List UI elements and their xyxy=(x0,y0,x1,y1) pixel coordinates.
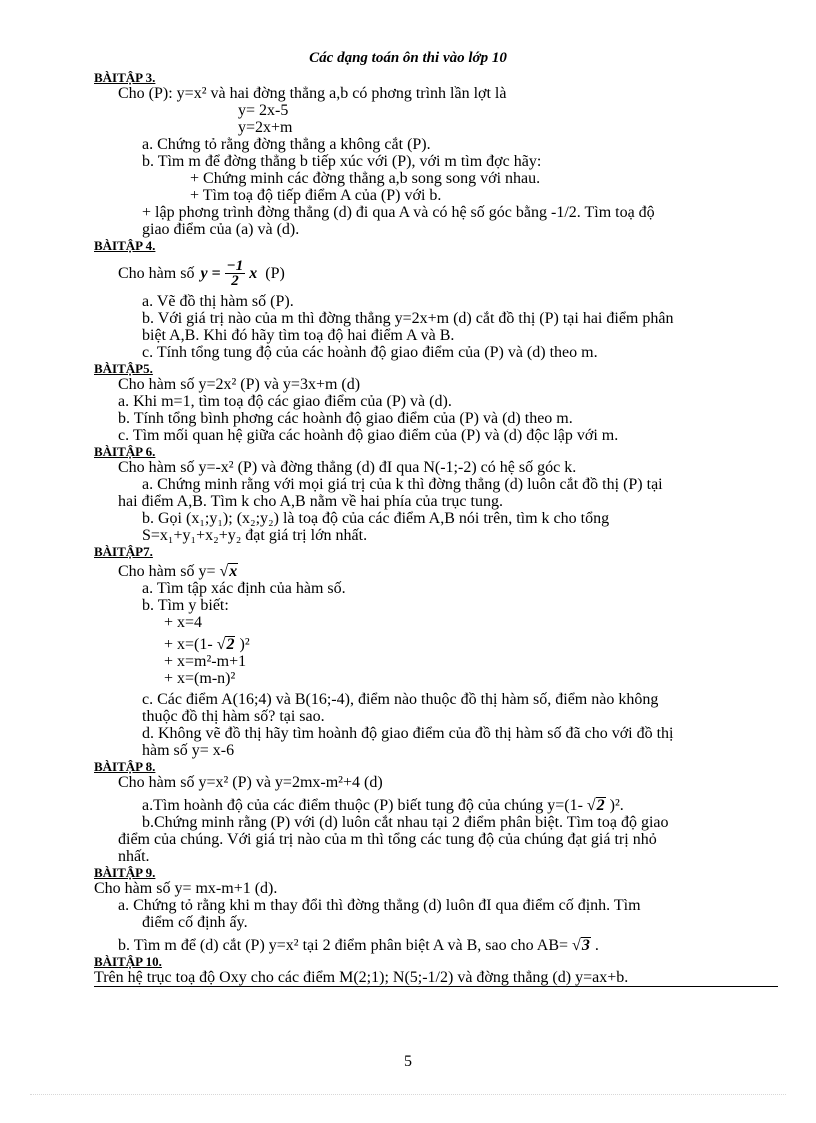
exercise-6-part-b-line1: b. Gọi (x₁;y₁); (x₂;y₂) là toạ độ của các điểm A,B nói trên, tìm k cho tổng xyxy=(142,510,610,527)
exercise-3-part-c-line1: + lập phơng trình đờng thẳng (d) đi qua A và có hệ số góc bằng -1/2. Tìm toạ độ xyxy=(142,204,655,221)
exercise-8-part-b-line2: điểm của chúng. Với giá trị nào của m thì tổng các tung độ của chúng đạt giá trị nhỏ xyxy=(118,831,657,848)
exercise-4-label: (P) xyxy=(265,264,285,282)
exercise-8-part-a-pre: a.Tìm hoành độ của các điểm thuộc (P) biết tung độ của chúng y=(1- xyxy=(142,797,583,814)
exercise-4-part-b-line2: biệt A,B. Khi đó hãy tìm toạ độ hai điểm A và B. xyxy=(142,327,455,344)
exercise-7-part-b2-pre: + x=(1- xyxy=(164,636,213,653)
exercise-4-part-a: a. Vẽ đồ thị hàm số (P). xyxy=(142,293,294,310)
exercise-4-intro xyxy=(94,253,778,293)
exercise-5-part-a: a. Khi m=1, tìm toạ độ các giao điểm của (P) và (d). xyxy=(118,393,452,410)
exercise-7-part-b1: + x=4 xyxy=(164,614,203,631)
exercise-6-intro: Cho hàm số y=-x² (P) và đờng thẳng (d) đI qua N(-1;-2) có hệ số góc k. xyxy=(118,459,577,476)
exercise-3-part-a: a. Chứng tỏ rằng đờng thẳng a không cắt (P). xyxy=(142,136,431,153)
exercise-7-part-c-line1: c. Các điểm A(16;4) và B(16;-4), điểm nào thuộc đồ thị hàm số, điểm nào không xyxy=(142,691,659,708)
exercise-4-intro-text: Cho hàm số xyxy=(118,264,195,282)
exercise-8-part-a-post: )². xyxy=(609,797,624,814)
exercise-4-title: BÀITẬP 4. xyxy=(94,238,156,253)
exercise-4-part-c: c. Tính tổng tung độ của các hoành độ giao điểm của (P) và (d) theo m. xyxy=(142,344,598,361)
exercise-7-part-d-line2: hàm số y= x-6 xyxy=(142,742,235,759)
exercise-10-title: BÀITẬP 10. xyxy=(94,954,162,969)
exercise-3-part-b1: + Chứng minh các đờng thẳng a,b song song với nhau. xyxy=(190,170,541,187)
square-root-2: √ 2 xyxy=(216,636,235,653)
exercise-9-title: BÀITẬP 9. xyxy=(94,865,156,880)
fraction-denominator: 2 xyxy=(231,272,239,289)
exercise-8-part-b-line3: nhất. xyxy=(118,848,150,865)
exercise-7-part-b2 xyxy=(94,636,778,653)
page-content xyxy=(94,70,778,987)
exercise-8-title: BÀITẬP 8. xyxy=(94,759,156,774)
square-root-x: √ x xyxy=(219,563,238,580)
exercise-5-title: BÀITẬP5. xyxy=(94,361,153,376)
exercise-8-part-b-line1: b.Chứng minh rằng (P) với (d) luôn cắt nhau tại 2 điểm phân biệt. Tìm toạ độ giao xyxy=(142,814,669,831)
exercise-6-part-a-line1: a. Chứng minh rằng với mọi giá trị của k thì đờng thẳng (d) luôn cắt đồ thị (P) tại xyxy=(142,476,663,493)
exercise-5-part-c: c. Tìm mối quan hệ giữa các hoành độ giao điểm của (P) và (d) độc lập với m. xyxy=(118,427,619,444)
exercise-10-intro: Trên hệ trục toạ độ Oxy cho các điểm M(2;1); N(5;-1/2) và đờng thẳng (d) y=ax+b. xyxy=(94,969,778,987)
exercise-8-intro: Cho hàm số y=x² (P) và y=2mx-m²+4 (d) xyxy=(118,774,383,791)
exercise-7-part-d-line1: d. Không vẽ đồ thị hãy tìm hoành độ giao điểm của đồ thị hàm số đã cho với đồ thị xyxy=(142,725,674,742)
exercise-5-intro: Cho hàm số y=2x² (P) và y=3x+m (d) xyxy=(118,376,361,393)
exercise-5-part-b: b. Tính tổng bình phơng các hoành độ giao điểm của (P) và (d) theo m. xyxy=(118,410,573,427)
exercise-3-part-c-line2: giao điểm của (a) và (d). xyxy=(142,221,300,238)
exercise-9-part-b-post: . xyxy=(594,937,599,954)
exercise-8-part-a xyxy=(94,797,778,814)
exercise-9-part-a-line1: a. Chứng tỏ rằng khi m thay đổi thì đờng thẳng (d) luôn đI qua điểm cố định. Tìm xyxy=(118,897,641,914)
exercise-6-part-a-line2: hai điểm A,B. Tìm k cho A,B nằm về hai phía của trục tung. xyxy=(118,493,503,510)
exercise-3-equation-a: y= 2x-5 xyxy=(238,102,289,119)
exercise-7-title: BÀITẬP7. xyxy=(94,544,153,559)
function-x: x xyxy=(249,264,258,282)
page-bottom-divider xyxy=(30,1094,786,1095)
square-root-3: √ 3 xyxy=(572,937,590,954)
exercise-7-part-b3: + x=m²-m+1 xyxy=(164,653,247,670)
fraction-numerator: −1 xyxy=(226,257,244,274)
exercise-9-part-a-line2: điểm cố định ấy. xyxy=(142,914,248,931)
function-y: y = xyxy=(200,264,221,282)
exercise-7-part-a: a. Tìm tập xác định của hàm số. xyxy=(142,580,346,597)
exercise-7-intro-text: Cho hàm số y= xyxy=(118,563,216,580)
exercise-3-intro: Cho (P): y=x² và hai đờng thẳng a,b có phơng trình lần lợt là xyxy=(118,85,507,102)
exercise-9-intro: Cho hàm số y= mx-m+1 (d). xyxy=(94,880,278,897)
exercise-7-part-c-line2: thuộc đồ thị hàm số? tại sao. xyxy=(142,708,325,725)
exercise-3-equation-b: y=2x+m xyxy=(238,119,293,136)
exercise-3-part-b: b. Tìm m để đờng thẳng b tiếp xúc với (P), với m tìm đợc hãy: xyxy=(142,153,542,170)
exercise-6-part-b-line2: S=x₁+y₁+x₂+y₂ đạt giá trị lớn nhất. xyxy=(142,527,368,544)
page-header: Các dạng toán ôn thi vào lớp 10 xyxy=(309,50,507,66)
exercise-7-intro xyxy=(94,563,778,580)
exercise-7-part-b4: + x=(m-n)² xyxy=(164,670,236,687)
exercise-7-part-b: b. Tìm y biết: xyxy=(142,597,229,614)
exercise-6-title: BÀITẬP 6. xyxy=(94,444,156,459)
exercise-3-part-b2: + Tìm toạ độ tiếp điểm A của (P) với b. xyxy=(190,187,442,204)
exercise-4-part-b-line1: b. Với giá trị nào của m thì đờng thẳng y=2x+m (d) cắt đồ thị (P) tại hai điểm phân xyxy=(142,310,674,327)
exercise-9-part-b-pre: b. Tìm m để (d) cắt (P) y=x² tại 2 điểm phân biệt A và B, sao cho AB= xyxy=(118,937,569,954)
fraction xyxy=(225,259,246,288)
page-number: 5 xyxy=(404,1053,412,1070)
exercise-9-part-b xyxy=(94,937,778,954)
square-root-2: √ 2 xyxy=(586,797,605,814)
exercise-3-title: BÀITẬP 3. xyxy=(94,70,156,85)
exercise-7-part-b2-post: )² xyxy=(239,636,250,653)
